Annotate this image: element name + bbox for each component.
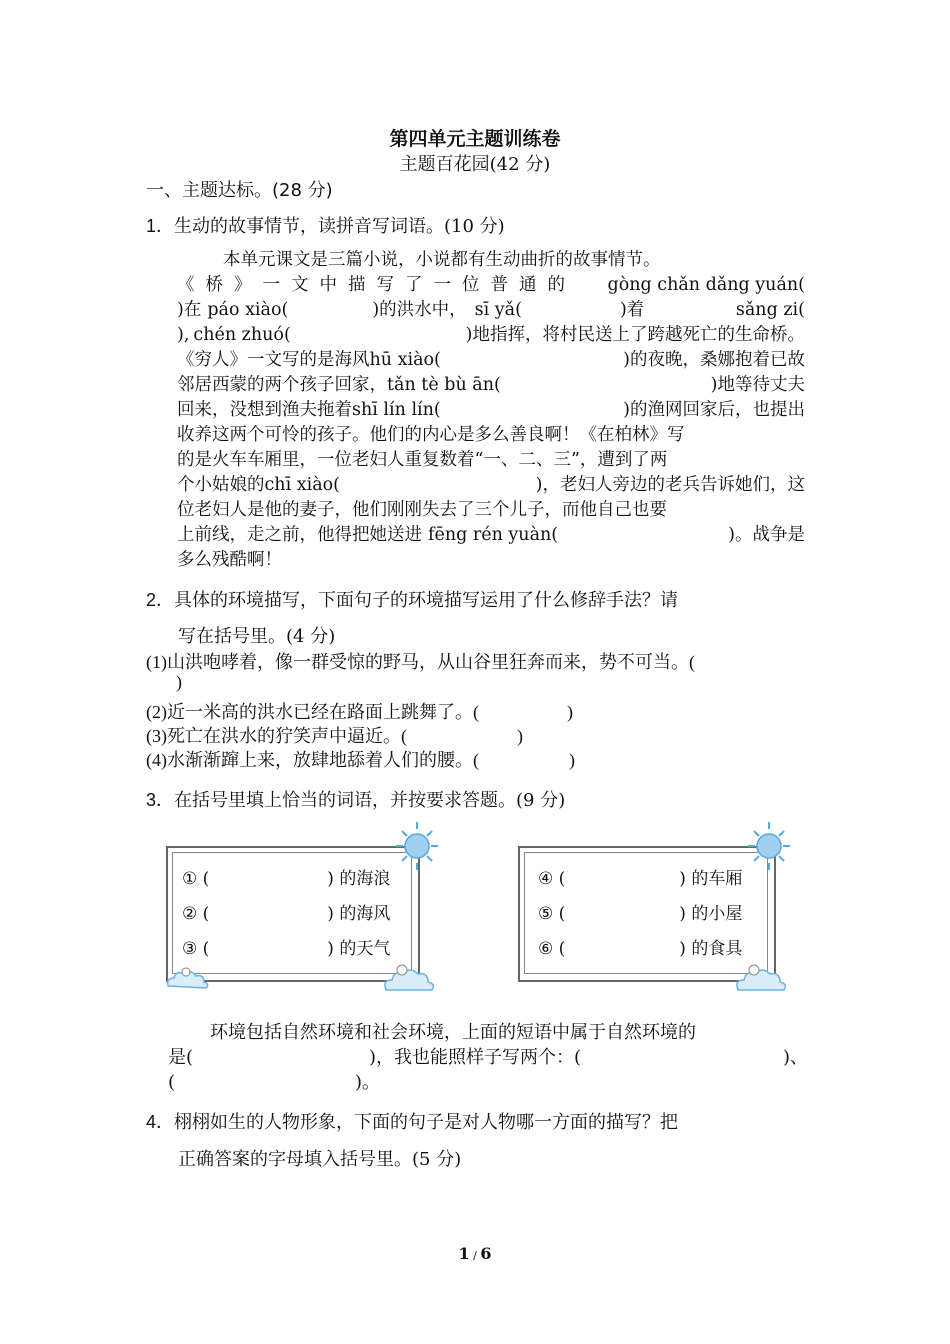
passage-line: 上前线，走之前，他得把她送进 fēng rén yuàn( )。战争是 [177,523,805,548]
q2-item-2: (2)近一米高的洪水已经在路面上跳舞了。( ) [146,702,573,722]
answer-blank[interactable] [193,1045,369,1070]
phrase-card-left [160,820,440,1000]
question-2-text-cont: 写在括号里。(4 分) [178,626,336,647]
q2-item-4: (4)水渐渐蹿上来，放肆地舔着人们的腰。( ) [146,750,575,770]
question-text: 生动的故事情节，读拼音写词语。(10 分) [174,216,505,237]
q2-item-1: (1)山洪咆哮着，像一群受惊的野马，从山谷里狂奔而来，势不可当。( [146,652,695,672]
phrase-row: ⑤ ( ) 的小屋 [538,904,743,924]
passage-line: 回来，没想到渔夫拖着 shī lín lín( )的渔网回家后，也提出 [177,398,805,423]
question-text: 在括号里填上恰当的词语，并按要求答题。(9 分) [174,790,566,811]
phrase-card-right [514,820,794,1000]
passage-line: 收养这两个可怜的孩子。他们的内心是多么善良啊！《在柏林》写 [177,425,685,445]
answer-blank[interactable] [441,398,535,423]
passage-line: 位老妇人是他的妻子，他们刚刚失去了三个儿子，而他自己也要 [177,500,667,520]
question-number: 2． [146,590,175,610]
env-line: ( )。 [168,1072,381,1093]
passage-line: 《桥》一文中描写了一位普通的 gòng chǎn dǎng yuán( [177,275,805,295]
env-line: 环境包括自然环境和社会环境，上面的短语中属于自然环境的 [210,1022,696,1043]
page-number: 1 / 6 [458,1244,492,1263]
answer-blank[interactable] [441,348,537,373]
answer-blank[interactable] [288,298,372,323]
page-title: 第四单元主题训练卷 [389,128,561,150]
question-number: 3． [146,790,175,810]
cloud-icon [382,960,440,994]
q1-passage [177,248,805,573]
answer-blank[interactable] [558,523,670,548]
phrase-row: ⑥ ( ) 的食具 [538,939,743,959]
phrase-row: ① ( ) 的海浪 [182,869,391,889]
question-4-text-cont: 正确答案的字母填入括号里。(5 分) [178,1149,462,1170]
phrase-row: ④ ( ) 的车厢 [538,869,743,889]
question-4 [146,1108,678,1134]
phrase-row: ② ( ) 的海风 [182,904,391,924]
page-subtitle: 主题百花园(42 分) [399,154,551,175]
cloud-icon [734,960,794,994]
answer-blank[interactable] [581,1045,757,1070]
question-number: 4． [146,1112,175,1132]
passage-line: ), chén zhuó( )地指挥，将村民送上了跨越死亡的生命桥。 [177,323,805,348]
q2-item-3: (3)死亡在洪水的狞笑声中逼近。( ) [146,726,523,746]
answer-blank[interactable] [522,298,620,323]
env-line: 是( )，我也能照样子写两个：( )、 [168,1047,808,1068]
question-text: 栩栩如生的人物形象，下面的句子是对人物哪一方面的描写？把 [174,1112,679,1133]
section-heading: 一、主题达标。(28 分) [146,180,333,201]
phrase-row: ③ ( ) 的天气 [182,939,391,959]
sun-icon [746,820,792,872]
q2-item-1-close: ) [176,672,182,692]
sun-icon [394,820,440,872]
question-3 [146,786,565,812]
answer-blank[interactable] [175,1070,355,1095]
passage-line: 邻居西蒙的两个孩子回家， tǎn tè bù ān( )地等待丈夫 [177,373,805,398]
answer-blank[interactable] [501,373,637,398]
cloud-icon [164,966,224,992]
question-text: 具体的环境描写，下面句子的环境描写运用了什么修辞手法？请 [174,590,679,611]
question-1 [146,212,505,238]
passage-line: 的是火车车厢里，一位老妇人重复数着“一、二、三”，遭到了两 [177,450,668,470]
question-2 [146,586,678,612]
q3-environment-text [168,1020,808,1095]
passage-line: 个小姑娘的 chī xiào( )，老妇人旁边的老兵告诉她们，这 [177,473,805,498]
passage-line: 多么残酷啊！ [177,550,282,570]
answer-blank[interactable] [340,473,432,498]
passage-line: 本单元课文是三篇小说，小说都有生动曲折的故事情节。 [223,250,661,270]
passage-line: 《穷人》一文写的是海风 hū xiào( )的夜晚，桑娜抱着已故 [177,348,805,373]
passage-line: )在 páo xiào( )的洪水中， sī yǎ( )着 sǎng zi( [177,298,805,323]
question-number: 1． [146,216,175,236]
answer-blank[interactable] [291,323,381,348]
